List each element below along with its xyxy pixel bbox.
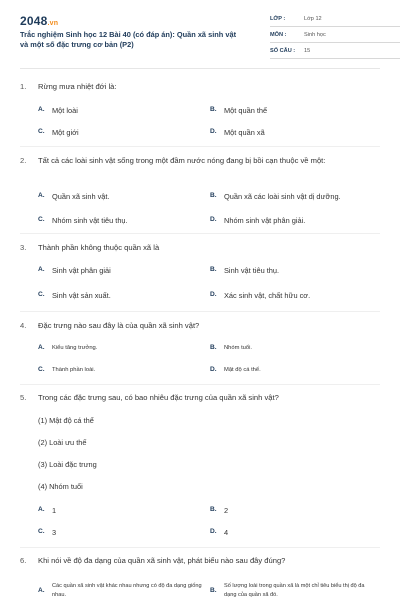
meta-label: MÔN : — [270, 32, 287, 38]
option-letter: D. — [210, 366, 217, 373]
meta-value: Sinh học — [304, 32, 326, 38]
question-divider — [20, 547, 380, 548]
option-text: Xác sinh vật, chất hữu cơ. — [224, 291, 311, 300]
option-letter: B. — [210, 266, 217, 273]
question-4 — [20, 321, 380, 379]
option-text: Một quần thể — [224, 106, 268, 115]
question-2 — [20, 156, 380, 228]
option-text: Các quần xã sinh vật khác nhau nhưng có độ đa dạng giống nhau. — [52, 583, 202, 598]
option-letter: B. — [210, 506, 217, 513]
option-text: Số lượng loài trong quần xã là một chỉ tiêu biểu thị độ đa dạng của quần xã đó. — [224, 583, 365, 598]
statement-4: (4) Nhóm tuổi — [38, 482, 83, 491]
page-title: Trắc nghiệm Sinh học 12 Bài 40 (có đáp án): Quần xã sinh vật và một số đặc trưng cơ bản (P2) — [20, 30, 237, 49]
meta-row-count — [270, 46, 400, 59]
question-divider — [20, 233, 380, 234]
option-text: Nhóm sinh vật phân giải. — [224, 216, 306, 225]
option-text: Mật độ cá thể. — [224, 367, 261, 373]
question-text: Đặc trưng nào sau đây là của quần xã sinh vật? — [38, 321, 200, 330]
option-letter: A. — [38, 106, 45, 113]
question-3 — [20, 243, 380, 303]
question-5 — [20, 393, 380, 543]
option-text: Sinh vật sản xuất. — [52, 291, 111, 300]
option-letter: B. — [210, 192, 217, 199]
question-divider — [20, 146, 380, 147]
quiz-meta — [270, 14, 400, 62]
option-letter: A. — [38, 506, 45, 513]
option-letter: D. — [210, 216, 217, 223]
option-letter: A. — [38, 192, 45, 199]
option-letter: C. — [38, 216, 45, 223]
meta-row-subject — [270, 30, 400, 43]
option-text: Quần xã các loài sinh vật dị dưỡng. — [224, 192, 341, 201]
statement-1: (1) Mật độ cá thể — [38, 416, 94, 425]
question-text: Tất cả các loài sinh vật sống trong một đầm nước nóng đang bị bồi cạn thuộc về một: — [38, 156, 326, 165]
option-letter: B. — [210, 587, 217, 594]
logo-suffix: .vn — [47, 20, 59, 27]
option-text: 4 — [224, 528, 229, 537]
site-logo[interactable] — [20, 14, 58, 28]
statement-2: (2) Loài ưu thế — [38, 438, 87, 447]
option-text: 1 — [52, 506, 57, 515]
header-divider — [20, 68, 380, 69]
logo-text: 2048 — [20, 14, 48, 28]
question-number: 4. — [20, 321, 27, 330]
option-text: Kiểu tăng trưởng. — [52, 345, 98, 351]
option-letter: B. — [210, 106, 217, 113]
option-letter: D. — [210, 528, 217, 535]
option-letter: C. — [38, 528, 45, 535]
question-text: Thành phần không thuộc quần xã là — [38, 243, 160, 252]
option-text: Sinh vật phân giải — [52, 266, 111, 275]
option-text: Một giới — [52, 128, 79, 137]
meta-label: SỐ CÂU : — [270, 48, 296, 54]
meta-row-grade — [270, 14, 400, 27]
option-letter: C. — [38, 366, 45, 373]
option-text: Một loài — [52, 106, 78, 115]
question-number: 6. — [20, 556, 27, 565]
page-header — [20, 12, 380, 66]
question-text: Trong các đặc trưng sau, có bao nhiêu đặc trưng của quần xã sinh vật? — [38, 393, 279, 402]
option-text: Nhóm sinh vật tiêu thụ. — [52, 216, 128, 225]
option-letter: C. — [38, 291, 45, 298]
option-text: 2 — [224, 506, 229, 515]
statement-3: (3) Loài đặc trưng — [38, 460, 97, 469]
option-text: 3 — [52, 528, 57, 537]
question-number: 1. — [20, 82, 27, 91]
option-text: Một quần xã — [224, 128, 265, 137]
question-divider — [20, 311, 380, 312]
question-text: Khi nói về độ đa dạng của quần xã sinh vật, phát biểu nào sau đây đúng? — [38, 556, 286, 565]
meta-label: LỚP : — [270, 16, 286, 22]
meta-value: 15 — [304, 48, 311, 54]
option-letter: A. — [38, 344, 45, 351]
question-text: Rừng mưa nhiệt đới là: — [38, 82, 117, 91]
question-number: 5. — [20, 393, 27, 402]
option-letter: D. — [210, 128, 217, 135]
question-number: 2. — [20, 156, 27, 165]
option-letter: D. — [210, 291, 217, 298]
question-6 — [20, 556, 380, 600]
option-text: Thành phần loài. — [52, 367, 96, 373]
option-text: Quần xã sinh vật. — [52, 192, 110, 201]
option-letter: C. — [38, 128, 45, 135]
option-text: Nhóm tuổi. — [224, 345, 253, 351]
question-number: 3. — [20, 243, 27, 252]
option-letter: A. — [38, 266, 45, 273]
option-text: Sinh vật tiêu thụ. — [224, 266, 280, 275]
option-letter: A. — [38, 587, 45, 594]
option-letter: B. — [210, 344, 217, 351]
question-divider — [20, 384, 380, 385]
question-1 — [20, 82, 380, 142]
meta-value: Lớp 12 — [304, 16, 322, 22]
